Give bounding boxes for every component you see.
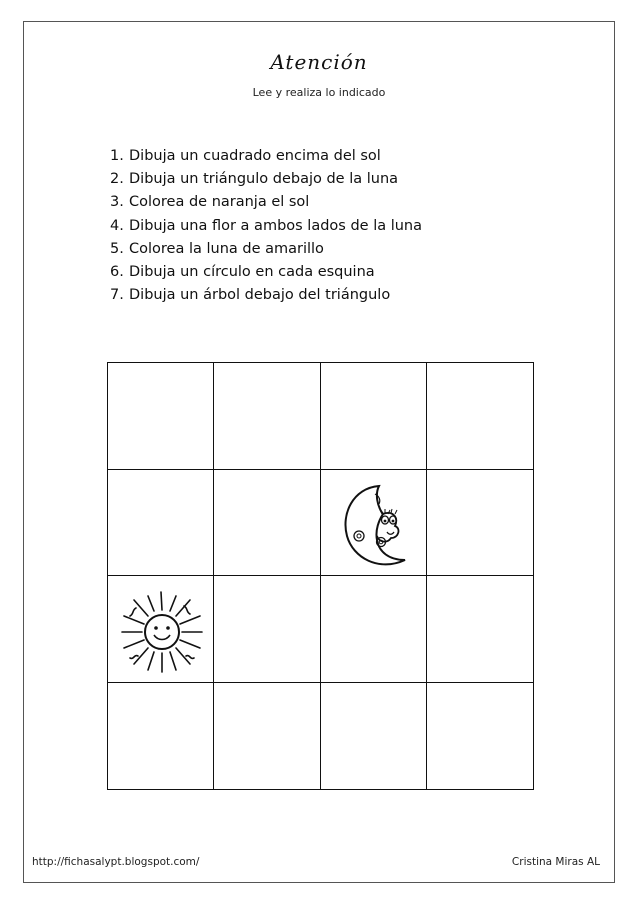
instruction-text: Dibuja un árbol debajo del triángulo (129, 287, 391, 304)
instruction-number: 6. (110, 264, 124, 281)
sun-icon (114, 586, 210, 676)
worksheet-subtitle: Lee y realiza lo indicado (252, 86, 386, 99)
drawing-grid (107, 362, 534, 790)
instruction-item (110, 145, 422, 168)
instruction-text: Colorea de naranja el sol (129, 194, 310, 211)
instruction-number: 1. (110, 148, 124, 164)
instruction-text: Dibuja un triángulo debajo de la luna (129, 171, 399, 188)
footer-source-link[interactable]: http://fichasalypt.blogspot.com/ (32, 856, 200, 868)
instruction-item (110, 168, 422, 191)
grid-cell[interactable] (427, 683, 533, 790)
grid-cell[interactable] (214, 683, 320, 790)
instruction-text: Dibuja un cuadrado encima del sol (129, 148, 381, 164)
grid-cell[interactable] (427, 470, 533, 577)
instruction-item (110, 238, 422, 261)
grid-cell[interactable] (427, 363, 533, 470)
worksheet-title: Atención (270, 50, 368, 74)
instruction-item (110, 215, 422, 238)
instruction-item (110, 284, 422, 307)
grid-cell[interactable] (108, 363, 214, 470)
instruction-number: 4. (110, 217, 124, 234)
instruction-number: 5. (110, 240, 124, 257)
instruction-text: Dibuja un círculo en cada esquina (129, 264, 375, 281)
grid-cell[interactable] (214, 363, 320, 470)
moon-icon (339, 480, 411, 570)
footer-author: Cristina Miras AL (511, 856, 600, 868)
grid-cell[interactable] (214, 576, 320, 683)
grid-cell[interactable] (427, 576, 533, 683)
instruction-number: 3. (110, 194, 124, 211)
instruction-item (110, 261, 422, 284)
instruction-item (110, 191, 422, 214)
instruction-list (110, 145, 422, 307)
grid-cell[interactable] (321, 363, 427, 470)
grid-cell-sun[interactable] (108, 576, 214, 683)
grid-cell[interactable] (214, 470, 320, 577)
instruction-number: 7. (110, 287, 124, 304)
instruction-text: Dibuja una flor a ambos lados de la luna (129, 217, 423, 234)
grid-cell-moon[interactable] (321, 470, 427, 577)
grid-cell[interactable] (321, 576, 427, 683)
grid-cell[interactable] (108, 683, 214, 790)
grid-cell[interactable] (108, 470, 214, 577)
instruction-number: 2. (110, 171, 124, 188)
instruction-text: Colorea la luna de amarillo (129, 240, 324, 257)
grid-cell[interactable] (321, 683, 427, 790)
